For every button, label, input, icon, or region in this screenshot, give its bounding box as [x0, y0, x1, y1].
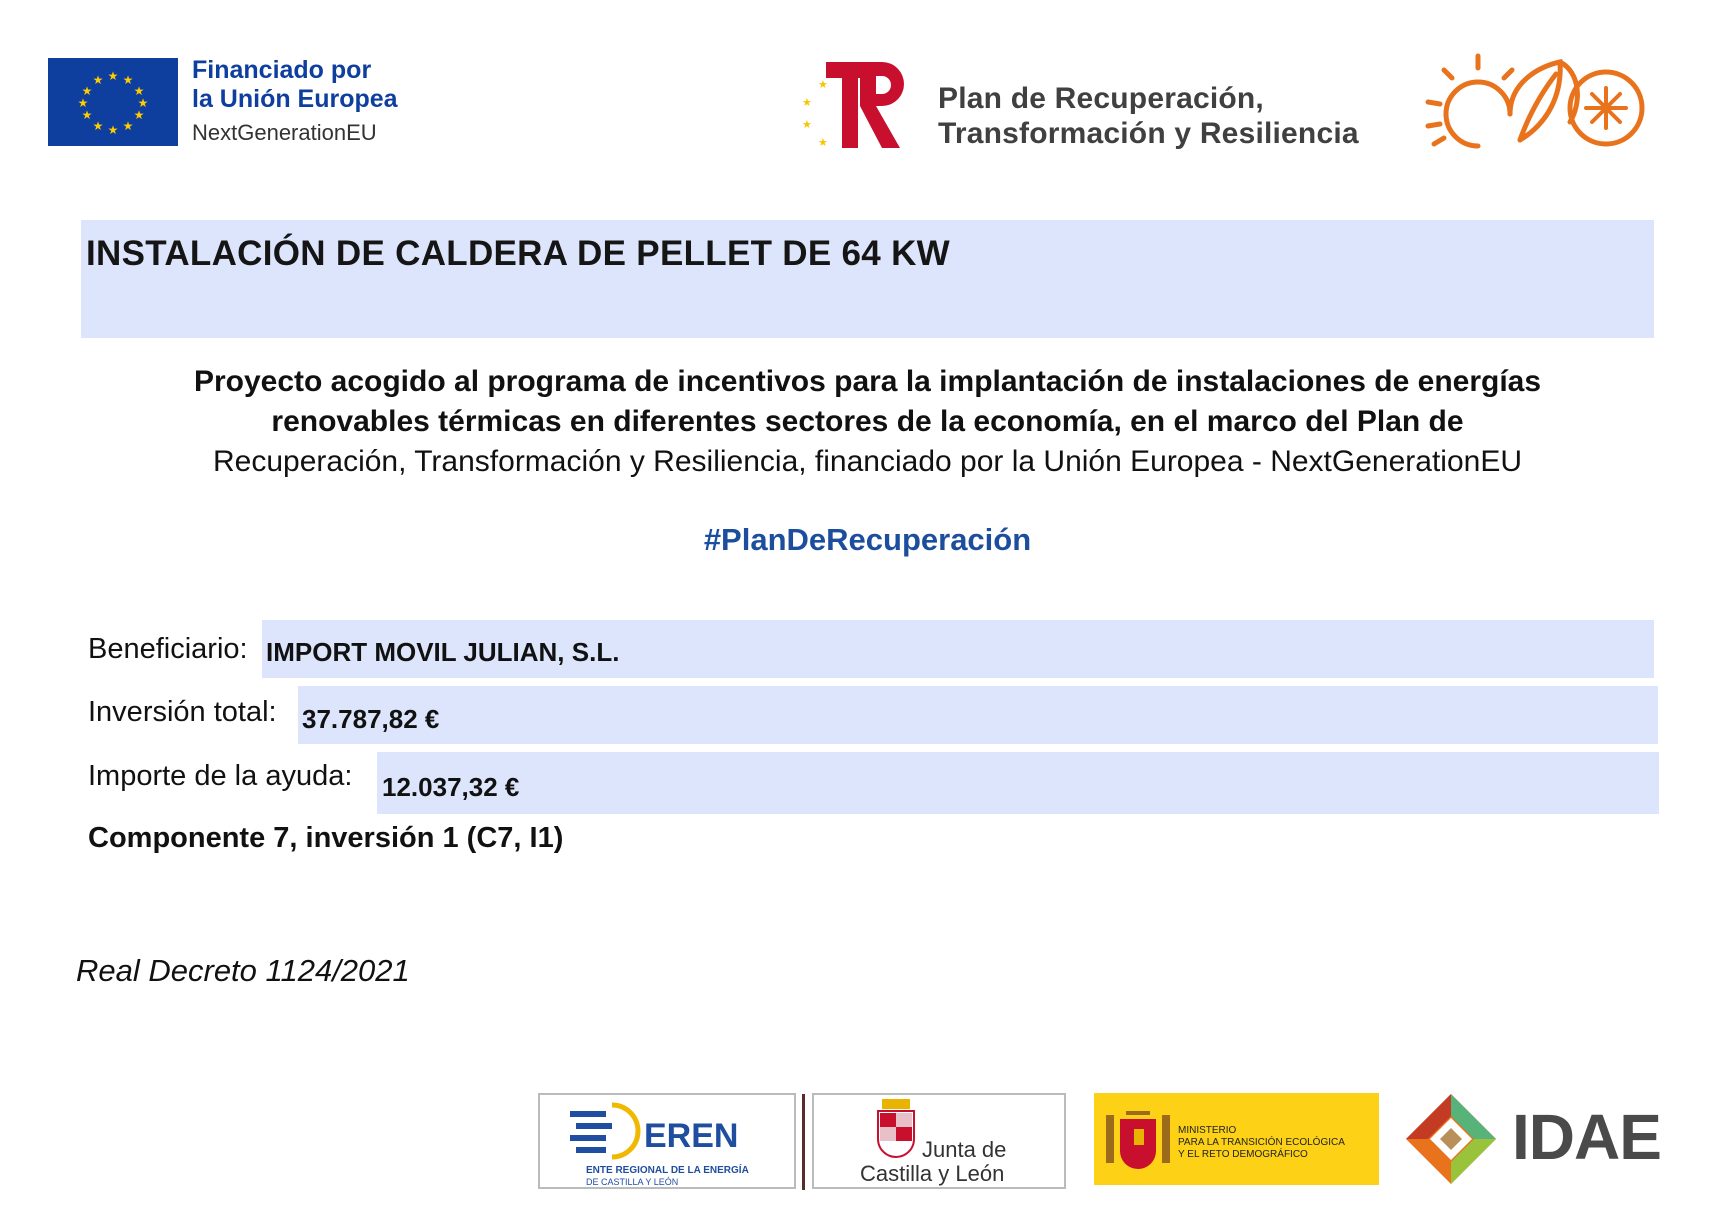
eu-line-3: NextGenerationEU	[192, 119, 377, 145]
eu-line-1: Financiado por	[192, 56, 372, 84]
eren-logo	[538, 1093, 796, 1189]
logo-separator	[802, 1094, 805, 1190]
svg-text:★: ★	[818, 136, 828, 149]
hashtag: #PlanDeRecuperación	[703, 522, 1032, 557]
eren-emblem-icon	[568, 1099, 642, 1161]
svg-text:★: ★	[81, 84, 93, 98]
prtr-logo-icon	[796, 56, 912, 152]
eu-line-2: la Unión Europea	[192, 84, 398, 113]
project-line-3: Recuperación, Transformación y Resiliencia, financiado por la Unión Europea - NextGenerationEU	[212, 445, 1522, 478]
eu-flag-icon	[48, 58, 178, 146]
ayuda-label: Importe de la ayuda:	[88, 760, 353, 792]
svg-text:★: ★	[107, 123, 119, 137]
mite-line-2: PARA LA TRANSICIÓN ECOLÓGICA	[1178, 1137, 1345, 1148]
ayuda-box	[377, 752, 1659, 814]
svg-text:★: ★	[77, 96, 89, 110]
eren-sub-1: ENTE REGIONAL DE LA ENERGÍA	[586, 1165, 749, 1176]
svg-text:★: ★	[133, 84, 145, 98]
inversion-value: 37.787,82 €	[302, 704, 440, 734]
jcyl-shield-icon	[874, 1099, 918, 1163]
project-title: INSTALACIÓN DE CALDERA DE PELLET DE 64 KW	[86, 234, 951, 273]
svg-text:★: ★	[107, 69, 119, 83]
svg-text:★: ★	[818, 78, 828, 91]
svg-text:★: ★	[802, 96, 812, 109]
mite-line-3: Y EL RETO DEMOGRÁFICO	[1178, 1149, 1308, 1160]
eu-funding-text	[192, 56, 398, 145]
mite-line-1: MINISTERIO	[1178, 1125, 1237, 1136]
beneficiario-label: Beneficiario:	[88, 633, 248, 665]
project-line-2: renovables térmicas en diferentes sectores de la economía, en el marco del Plan de	[271, 405, 1464, 438]
svg-text:★: ★	[81, 108, 93, 122]
jcyl-line-1: Junta de	[922, 1137, 1007, 1162]
jcyl-line-2: Castilla y León	[860, 1161, 1005, 1186]
prtr-line-1: Plan de Recuperación,	[938, 82, 1264, 115]
eren-sub-2: DE CASTILLA Y LEÓN	[586, 1177, 679, 1187]
spain-coat-of-arms-icon	[1104, 1105, 1172, 1175]
beneficiario-value: IMPORT MOVIL JULIAN, S.L.	[266, 637, 620, 667]
prtr-line-2: Transformación y Resiliencia	[938, 116, 1359, 150]
idae-emblem-icon	[1402, 1092, 1500, 1186]
idae-name: IDAE	[1512, 1101, 1661, 1173]
project-description	[140, 362, 1595, 482]
svg-text:★: ★	[92, 119, 104, 133]
componente-text: Componente 7, inversión 1 (C7, I1)	[88, 822, 564, 854]
prtr-text	[938, 82, 1359, 152]
inversion-box	[298, 686, 1658, 744]
eren-name: EREN	[644, 1117, 739, 1155]
sun-leaf-snowflake-icon	[1410, 52, 1650, 152]
project-line-1: Proyecto acogido al programa de incentivos para la implantación de instalaciones de energías	[193, 365, 1542, 398]
ministerio-logo	[1094, 1093, 1379, 1185]
inversion-label: Inversión total:	[88, 696, 277, 728]
ayuda-value: 12.037,32 €	[382, 772, 520, 802]
svg-text:★: ★	[122, 119, 134, 133]
svg-text:★: ★	[137, 96, 149, 110]
svg-text:★: ★	[92, 73, 104, 87]
jcyl-logo	[812, 1093, 1066, 1189]
svg-text:★: ★	[133, 108, 145, 122]
svg-text:★: ★	[802, 118, 812, 131]
decreto-text: Real Decreto 1124/2021	[76, 953, 410, 988]
svg-text:★: ★	[122, 73, 134, 87]
